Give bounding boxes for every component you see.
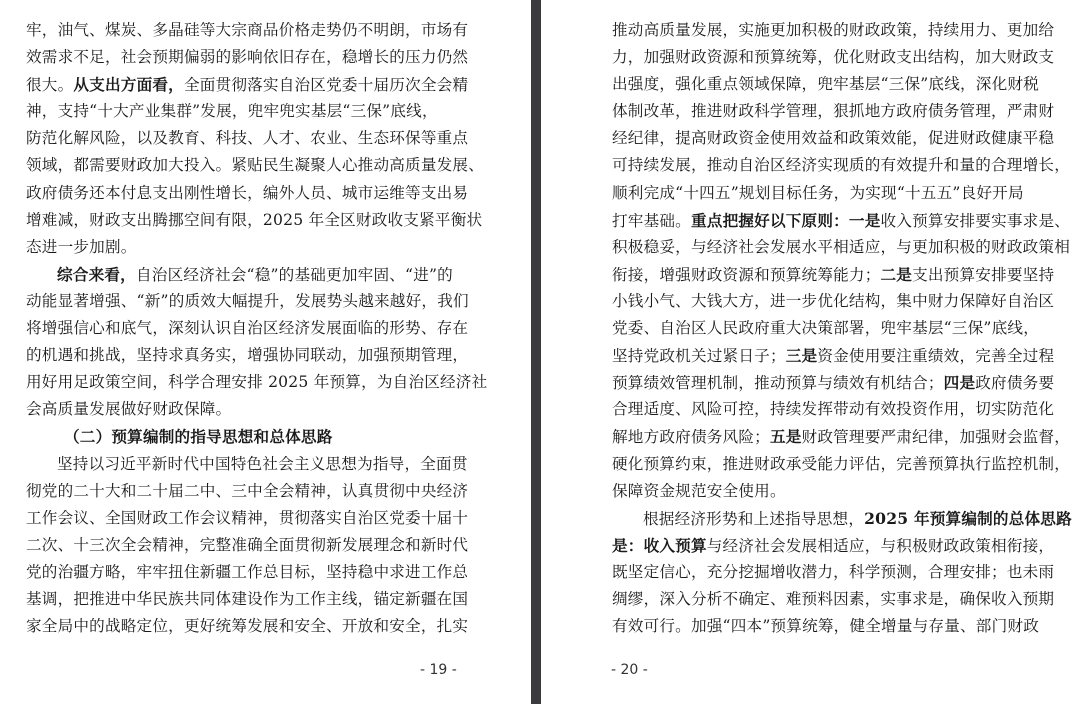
text-line	[26, 369, 488, 396]
text-line	[612, 613, 1058, 640]
bold-text: 是：收入预算	[612, 535, 707, 555]
text-line	[26, 125, 471, 152]
text-line	[612, 288, 1058, 315]
text-span: 彻党的二十大和二十届二中、三中全会精神，认真贯彻中央经济	[26, 481, 469, 500]
text-span: 资金使用要注重绩效，完善全过程	[817, 347, 1055, 366]
text-span: 防范化解风险，以及教育、科技、人才、农业、生态环保等重点	[26, 129, 469, 148]
text-line	[612, 451, 1071, 478]
text-line	[26, 180, 471, 207]
text-span: 经纪律，提高财政资金使用效益和政策效能，促进财政健康平稳	[612, 129, 1055, 148]
text-line	[26, 423, 471, 450]
page-19-text	[26, 17, 488, 640]
text-span: 有效可行。加强“四本”预算统筹，健全增量与存量、部门财政	[612, 617, 1039, 636]
bold-text: 五是	[769, 427, 802, 447]
page-number-19: - 19 -	[420, 662, 457, 678]
text-span: 打牢基础。	[612, 211, 691, 230]
text-span: 衔接，增强财政资源和预算统筹能力；	[612, 265, 881, 284]
text-span: 态进一步加剧。	[26, 237, 137, 256]
text-line	[26, 207, 483, 234]
text-line	[612, 369, 1058, 396]
text-span: 政府债务还本付息支出刚性增长，编外人员、城市运维等支出易	[26, 183, 469, 202]
text-line	[26, 261, 471, 288]
text-line	[612, 152, 1071, 179]
text-span: 出强度，强化重点领域保障，兜牢基层“三保”底线，深化财税	[612, 75, 1039, 94]
text-line	[612, 44, 1058, 71]
bold-text: 四是	[943, 373, 976, 393]
text-span: 可持续发展，推动自治区经济实现质的有效提升和量的合理增长，	[612, 156, 1071, 175]
text-line	[612, 505, 1072, 532]
text-span: 很大。	[26, 76, 74, 95]
text-span: 顺利完成“十四五”规划目标任务，为实现“十五五”良好开局	[612, 183, 1024, 202]
text-span: 坚持党政机关过紧日子；	[612, 347, 786, 366]
text-span: 自治区经济社会“稳”的基础更加牢固、“进”的	[135, 265, 453, 284]
text-line	[612, 532, 1058, 559]
text-span: 小钱小气、大钱大方，进一步优化结构，集中财力保障好自治区	[612, 291, 1055, 310]
text-span: 与经济社会发展相适应，与积极财政政策相衔接，	[706, 536, 1055, 555]
text-line	[26, 17, 471, 44]
text-line	[26, 451, 471, 478]
text-span: 效需求不足，社会预期偏弱的影响依旧存在，稳增长的压力仍然	[26, 48, 469, 67]
text-span: 党委、自治区人民政府重大决策部署，兜牢基层“三保”底线，	[612, 319, 1039, 338]
text-span: 收入预算安排要实事求是、	[880, 211, 1071, 230]
text-span: 解地方政府债务风险；	[612, 428, 770, 447]
page-20	[541, 0, 1080, 704]
text-span: 合理适度、风险可控，持续发挥带动有效投资作用，切实防范化	[612, 400, 1055, 419]
text-line	[26, 288, 471, 315]
text-span: 力，加强财政资源和预算统筹，优化财政支出结构，加大财政支	[612, 48, 1055, 67]
text-span: 基调，把推进中华民族共同体建设作为工作主线，锚定新疆在国	[26, 589, 469, 608]
text-span: 坚持以习近平新时代中国特色社会主义思想为指导，全面贯	[57, 454, 468, 473]
bold-text: 重点把握好以下原则：一是	[690, 210, 881, 230]
text-line	[26, 234, 471, 261]
text-span: 牢，油气、煤炭、多晶硅等大宗商品价格走势仍不明朗，市场有	[26, 21, 469, 39]
bold-text: 从支出方面看，	[73, 75, 184, 95]
text-span: 根据经济形势和上述指导思想，	[643, 509, 865, 528]
text-span: 保障资金规范安全使用。	[612, 481, 786, 500]
text-span: 的机遇和挑战，坚持求真务实，增强协同联动，加强预期管理，	[26, 346, 469, 365]
page-20-text	[612, 17, 1072, 640]
bold-text: 二是	[880, 264, 913, 284]
text-line	[612, 71, 1058, 98]
text-span: 二次、十三次全会精神，完整准确全面贯彻新发展理念和新时代	[26, 535, 469, 554]
text-span: 政府债务要	[975, 374, 1055, 393]
text-span: 领域，都需要财政加大投入。紧贴民生凝聚人心推动高质量发展、	[26, 156, 485, 175]
text-line	[612, 478, 1058, 505]
text-span: 动能显著增强、“新”的质效大幅提升，发展势头越来越好，我们	[26, 291, 469, 310]
text-line	[612, 396, 1058, 423]
text-line	[26, 613, 471, 640]
text-span: 预算绩效管理机制，推动预算与绩效有机结合；	[612, 374, 944, 393]
page-divider	[531, 0, 541, 704]
text-line	[26, 342, 471, 369]
bold-text: 三是	[785, 346, 818, 366]
text-span: 既坚定信心，充分挖掘增收潜力，科学预测，合理安排；也未雨	[612, 562, 1055, 581]
text-line	[612, 207, 1071, 234]
text-line	[26, 44, 471, 71]
text-span: 支出预算安排要坚持	[912, 265, 1055, 284]
text-line	[26, 532, 471, 559]
text-span: 推动高质量发展，实施更加积极的财政政策，持续用力、更加给	[612, 21, 1055, 39]
text-line	[26, 559, 471, 586]
text-line	[612, 586, 1058, 613]
text-line	[26, 315, 471, 342]
text-span: 将增强信心和底气，深刻认识自治区经济发展面临的形势、存在	[26, 319, 469, 338]
text-line	[26, 586, 471, 613]
text-line	[612, 559, 1058, 586]
text-span: 增难减，财政支出腾挪空间有限，2025 年全区财政收支紧平衡状	[26, 210, 483, 229]
text-line	[26, 71, 471, 98]
bold-text: 综合来看，	[57, 264, 136, 284]
text-span: 绸缪，深入分析不确定、难预料因素，实事求是，确保收入预期	[612, 589, 1055, 608]
text-line	[612, 180, 1058, 207]
page-19	[0, 0, 531, 704]
text-line	[612, 17, 1058, 44]
text-span: 体制改革，推进财政科学管理，狠抓地方政府债务管理，严肃财	[612, 102, 1055, 121]
text-line	[612, 261, 1058, 288]
text-span: 会高质量发展做好财政保障。	[26, 400, 232, 419]
text-line	[612, 342, 1058, 369]
text-span: 硬化预算约束，推进财政承受能力评估，完善预算执行监控机制，	[612, 454, 1071, 473]
text-line	[26, 505, 471, 532]
text-span: 神，支持“十大产业集群”发展，兜牢兜实基层“三保”底线，	[26, 102, 438, 121]
text-line	[26, 152, 485, 179]
text-span: 用好用足政策空间，科学合理安排 2025 年预算，为自治区经济社	[26, 373, 488, 392]
text-line	[612, 98, 1058, 125]
text-line	[612, 125, 1058, 152]
text-span: 工作会议、全国财政工作会议精神，贯彻落实自治区党委十届十	[26, 508, 469, 527]
text-span: 家全局中的战略定位，更好统筹发展和安全、开放和安全，扎实	[26, 617, 469, 636]
text-span: 财政管理要严肃纪律，加强财会监督，	[801, 428, 1071, 447]
page-number-20: - 20 -	[611, 662, 648, 678]
text-line	[26, 478, 471, 505]
text-line	[26, 98, 471, 125]
text-line	[26, 396, 471, 423]
text-span: 全面贯彻落实自治区党委十届历次全会精	[183, 76, 469, 95]
bold-text: 2025 年预算编制的总体思路	[864, 508, 1072, 528]
text-line	[612, 234, 1071, 261]
text-span: （二）预算编制的指导思想和总体思路	[64, 427, 333, 447]
text-span: 积极稳妥，与经济社会发展水平相适应，与更加积极的财政政策相	[612, 237, 1071, 256]
text-span: 党的治疆方略，牢牢扭住新疆工作总目标，坚持稳中求进工作总	[26, 562, 469, 581]
text-line	[612, 315, 1058, 342]
text-line	[612, 423, 1071, 450]
